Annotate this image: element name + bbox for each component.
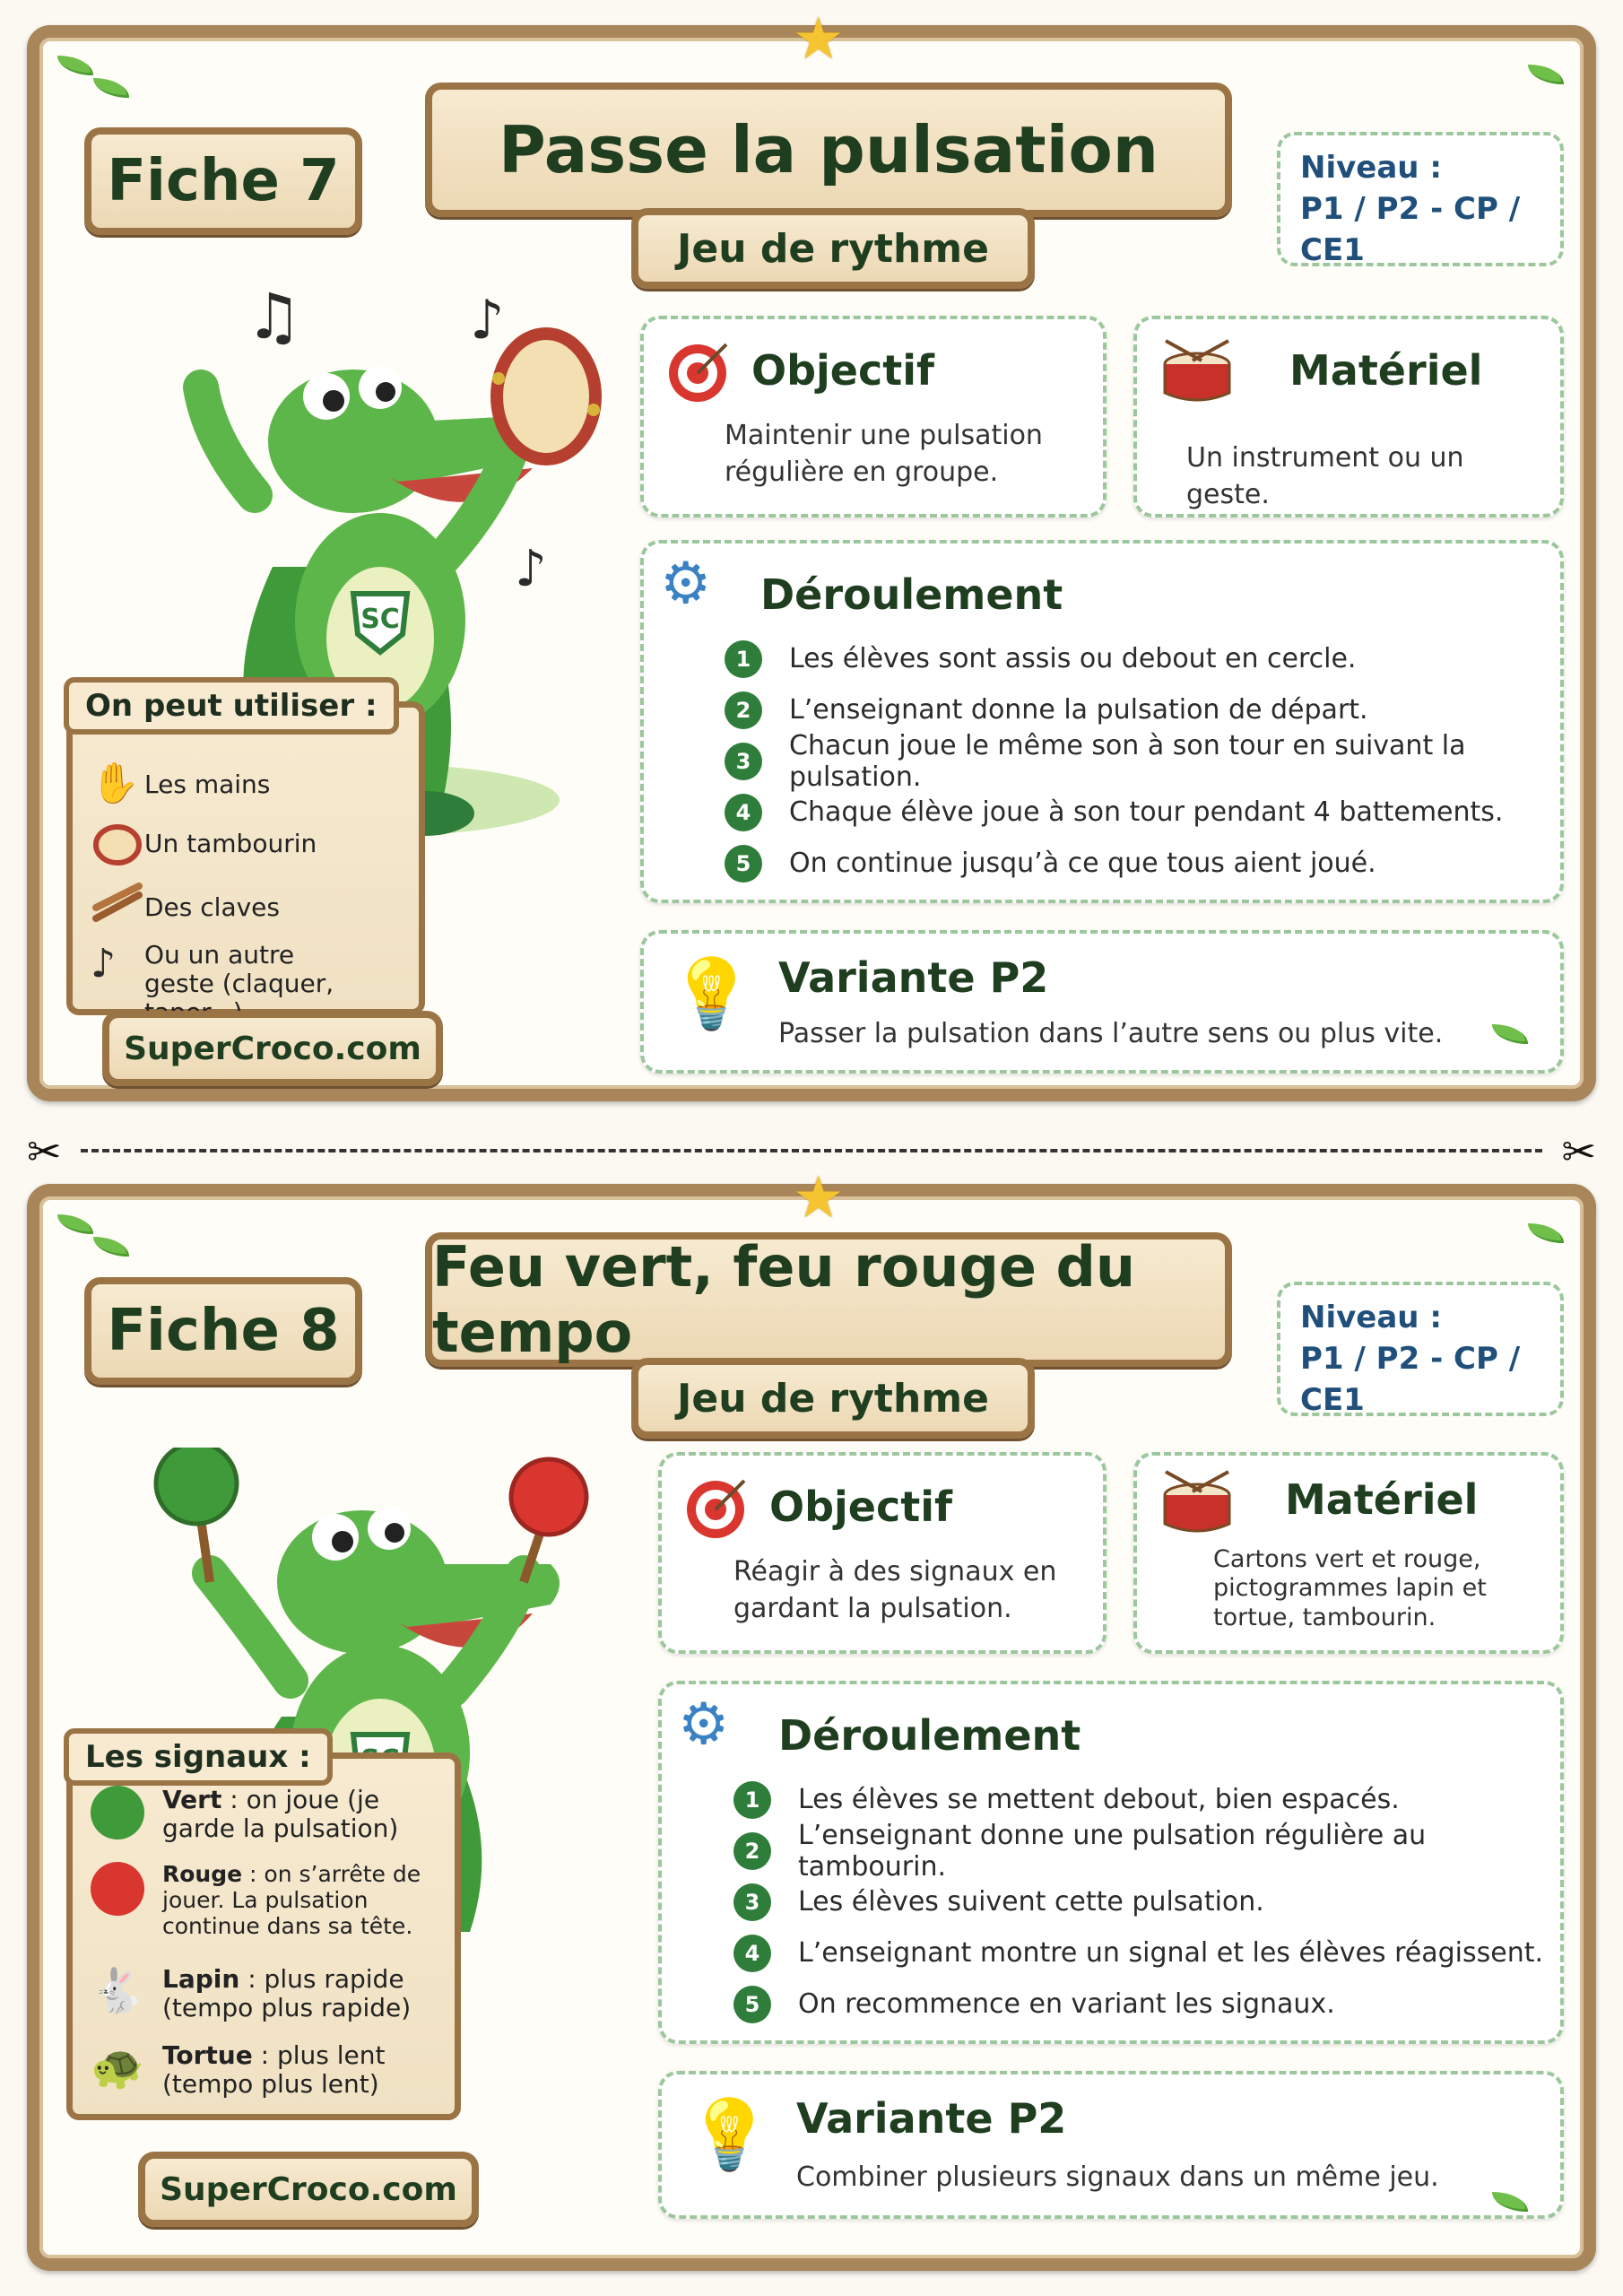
cut-line — [27, 1127, 1596, 1176]
procedure-step: 3 Chacun joue le même son à son tour en suivant la pulsation. — [725, 735, 1560, 787]
side-panel — [66, 688, 425, 1015]
scissors-icon: ✂ — [1561, 1127, 1596, 1176]
music-note-icon: ♪ — [470, 289, 505, 352]
procedure-step: 5 On recommence en variant les signaux. — [733, 1979, 1560, 2030]
side-item: ✋ Les mains — [91, 761, 271, 806]
star-icon: ★ — [793, 6, 845, 73]
site-label: SuperCroco.com — [138, 2152, 479, 2227]
objective-box — [640, 316, 1107, 517]
side-item: Des claves — [91, 883, 280, 927]
leaf-decoration — [57, 1214, 93, 1234]
procedure-step: 2 L’enseignant donne une pulsation régulière au tambourin. — [733, 1825, 1560, 1876]
level-box — [1277, 1282, 1564, 1416]
procedure-steps — [725, 633, 1560, 889]
side-panel-heading: On peut utiliser : — [64, 677, 399, 735]
procedure-step: 5 On continue jusqu’à ce que tous aient joué. — [725, 838, 1560, 889]
side-panel-heading: Les signaux : — [64, 1728, 333, 1786]
gears-icon: ⚙ — [660, 551, 712, 617]
level-label: Niveau : — [1300, 150, 1442, 186]
procedure-step: 4 Chaque élève joue à son tour pendant 4 battements. — [725, 787, 1560, 838]
svg-text:SC: SC — [360, 604, 400, 635]
star-icon: ★ — [793, 1165, 845, 1231]
objective-heading: Objectif — [751, 346, 935, 395]
tambourine-icon — [91, 822, 144, 867]
material-heading: Matériel — [1289, 346, 1483, 395]
procedure-step: 4 L’enseignant montre un signal et les élèves réagissent. — [733, 1927, 1560, 1979]
card-subtitle: Jeu de rythme — [631, 1358, 1035, 1439]
material-box — [1133, 1452, 1564, 1654]
procedure-box — [640, 540, 1564, 903]
side-item: 🐢 Tortue : plus lent (tempo plus lent) — [91, 2040, 386, 2100]
procedure-box — [658, 1681, 1564, 2044]
card-title: Passe la pulsation — [425, 83, 1232, 217]
side-item: ♪ Ou un autre geste (claquer, — [91, 940, 334, 999]
card-title: Feu vert, feu rouge du tempo — [425, 1232, 1232, 1367]
material-heading: Matériel — [1285, 1475, 1479, 1524]
objective-heading: Objectif — [769, 1483, 953, 1531]
music-note-icon: ♫ — [246, 280, 302, 353]
target-icon — [681, 1475, 750, 1544]
variant-text: Passer la pulsation dans l’autre sens ou plus vite. — [778, 1018, 1444, 1049]
leaf-decoration — [1528, 65, 1564, 84]
material-box — [1133, 316, 1564, 517]
side-item: Vert : on joue (je garde la pulsation) — [91, 1786, 449, 1843]
procedure-step: 2 L’enseignant donne la pulsation de départ. — [725, 684, 1560, 735]
claves-icon — [91, 883, 144, 927]
procedure-step: 3 Les élèves suivent cette pulsation. — [733, 1876, 1560, 1927]
procedure-steps — [733, 1774, 1560, 2030]
objective-box — [658, 1452, 1107, 1654]
green-circle-icon — [91, 1786, 144, 1839]
hands-icon: ✋ — [91, 761, 140, 806]
procedure-heading: Déroulement — [778, 1711, 1081, 1760]
leaf-decoration — [57, 56, 93, 75]
side-item: Rouge : on s’arrête de jouer. La pulsation continue dans sa tête. — [91, 1862, 449, 1939]
gears-icon: ⚙ — [678, 1692, 730, 1758]
rabbit-icon: 🐇 — [91, 1966, 144, 2016]
leaf-decoration — [93, 1237, 129, 1257]
objective-text: Réagir à des signaux en gardant la pulsation. — [733, 1556, 1057, 1624]
drum-icon — [1157, 337, 1237, 409]
variant-box — [640, 930, 1564, 1074]
level-value: P1 / P2 - CP / CE1 — [1300, 190, 1521, 268]
activity-card-7 — [27, 6, 1596, 1101]
target-icon — [664, 339, 732, 407]
level-value: P1 / P2 - CP / CE1 — [1300, 1340, 1521, 1418]
variant-heading: Variante P2 — [778, 953, 1049, 1002]
side-item: Un tambourin — [91, 822, 317, 867]
variant-heading: Variante P2 — [796, 2094, 1067, 2143]
variant-box — [658, 2071, 1564, 2219]
music-note-icon: ♪ — [515, 540, 547, 598]
material-text: Cartons vert et rouge, pictogrammes lapin et tortue, tambourin. — [1213, 1545, 1487, 1631]
leaf-decoration — [93, 78, 129, 98]
procedure-step: 1 Les élèves se mettent debout, bien espacés. — [733, 1774, 1560, 1825]
variant-text: Combiner plusieurs signaux dans un même jeu. — [796, 2161, 1439, 2193]
dashed-line — [81, 1149, 1542, 1152]
lightbulb-icon: 💡 — [669, 953, 754, 1033]
scissors-icon: ✂ — [27, 1127, 62, 1176]
activity-card-8 — [27, 1165, 1596, 2271]
lightbulb-icon: 💡 — [687, 2094, 772, 2174]
site-label: SuperCroco.com — [102, 1011, 443, 1086]
leaf-decoration — [1528, 1223, 1564, 1243]
material-text: Un instrument ou un geste. — [1186, 442, 1464, 510]
drum-icon — [1157, 1468, 1237, 1540]
music-note-icon: ♪ — [91, 941, 117, 987]
side-panel — [66, 1739, 461, 2120]
procedure-step: 1 Les élèves sont assis ou debout en cercle. — [725, 633, 1560, 684]
level-box — [1277, 132, 1564, 266]
fiche-label: Fiche 8 — [84, 1277, 362, 1385]
procedure-heading: Déroulement — [760, 570, 1063, 619]
turtle-icon: 🐢 — [91, 2042, 144, 2092]
side-item: 🐇 Lapin : plus rapide (tempo plus rapide) — [91, 1964, 412, 2023]
objective-text: Maintenir une pulsation régulière en groupe. — [725, 420, 1043, 488]
card-subtitle: Jeu de rythme — [631, 208, 1035, 289]
red-circle-icon — [91, 1862, 144, 1916]
fiche-label: Fiche 7 — [84, 127, 362, 235]
level-label: Niveau : — [1300, 1300, 1442, 1335]
